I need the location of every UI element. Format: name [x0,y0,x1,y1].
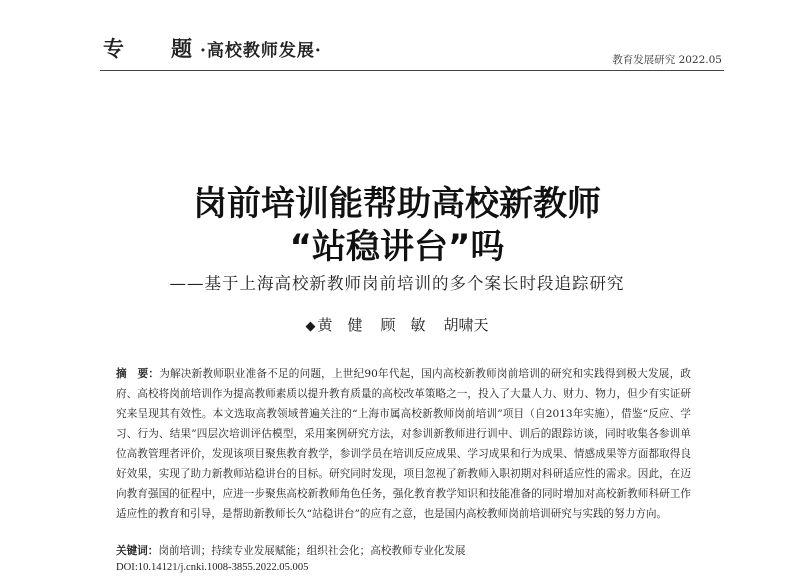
journal-issue: 教育发展研究 2022.05 [612,54,722,66]
author-mark-icon: ◆ [305,319,316,334]
keywords [116,543,691,558]
author-name: 胡啸天 [443,316,489,334]
author-name: 黄 健 [317,316,363,334]
keywords-label: 关键词： [116,545,159,557]
article-title-line2: “站稳讲台”吗 [289,227,505,267]
column-title-char1: 专 [103,36,124,61]
abstract [116,364,691,524]
abstract-text: 为解决新教师职业准备不足的问题，上世纪90年代起，国内高校新教师岗前培训的研究和实践得到极大发展，政府、高校将岗前培训作为提高教师素质以提升教育质量的高校改革策略之一，投入了大量人力、财力、物力，但少有实证研究来呈现其有效性。本文选取高教领域普遍关注的“上海市属高校新教师岗前培训”项目（自2013年实施），借鉴“反应、学习、行为、结果”四层次培训评估模型，采用案例研究方法，对参训新教师进行训中、训后的跟踪访谈，同时收集各参训单位高教管理者评价，发现该项目聚焦教育教学，参训学员在培训反应成果、学习成果和行为成果、情感成果等方面都取得良好效果，实现了助力新教师站稳讲台的目标。研究同时发现，项目忽视了新教师入职初期对科研适应性的需求。因此，在迈向教育强国的征程中，应进一步聚焦高校新教师角色任务，强化教育教学知识和技能准备的同时增加对高校新教师科研工作适应性的教育和引导，是帮助新教师长久“站稳讲台”的应有之意，也是国内高校教师岗前培训研究与实践的努力方向。 [116,368,692,520]
doi: DOI:10.14121/j.cnki.1008-3855.2022.05.005 [116,562,309,573]
author-name: 顾 敏 [380,316,426,334]
keywords-text: 岗前培训；持续专业发展赋能；组织社会化；高校教师专业化发展 [158,545,466,557]
abstract-label: 摘 要： [116,368,160,380]
running-header [0,0,794,80]
article-title-line1: 岗前培训能帮助高校新教师 [193,184,601,224]
author-list [0,314,794,335]
column-subtitle: ·高校教师发展· [200,41,322,61]
header-rule [100,70,724,71]
column-title-char2: 题 [171,36,192,61]
article-subtitle: ——基于上海高校新教师岗前培训的多个案长时段追踪研究 [169,274,625,293]
